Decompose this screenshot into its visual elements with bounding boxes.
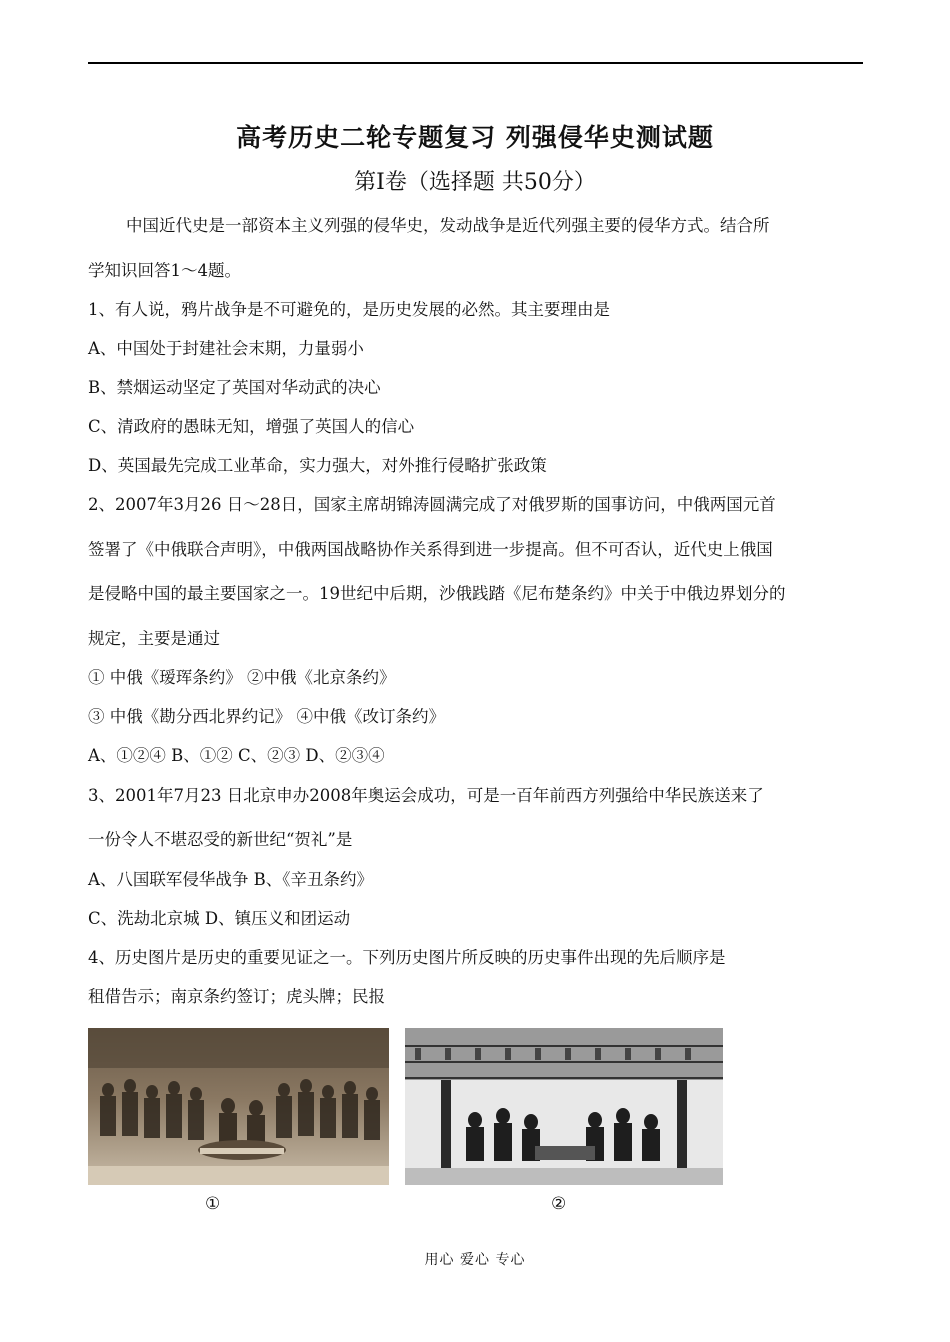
q2-options: A、①②④ B、①② C、②③ D、②③④ [88, 746, 385, 765]
q2-stem-line-4: 规定，主要是通过 [88, 629, 220, 648]
q3-stem-line-1: 3、2001年7月23 日北京申办2008年奥运会成功，可是一百年前西方列强给中华民族送来了 [88, 786, 764, 805]
q1-option-c: C、清政府的愚昧无知，增强了英国人的信心 [88, 417, 415, 436]
intro-line-2: 学知识回答1～4题。 [88, 261, 241, 280]
photo-1-caption: ① [205, 1194, 221, 1214]
intro-line-1: 中国近代史是一部资本主义列强的侵华史，发动战争是近代列强主要的侵华方式。结合所 [126, 216, 770, 235]
q3-stem-line-2: 一份令人不堪忍受的新世纪“贺礼”是 [88, 830, 353, 849]
page-footer: 用心 爱心 专心 [424, 1252, 526, 1268]
q3-options-line-2: C、洗劫北京城 D、镇压义和团运动 [88, 909, 351, 928]
historical-photo-1 [88, 1028, 389, 1185]
q1-option-d: D、英国最先完成工业革命，实力强大，对外推行侵略扩张政策 [88, 456, 547, 475]
q1-option-a: A、中国处于封建社会末期，力量弱小 [88, 339, 364, 358]
photo-2-caption: ② [551, 1194, 567, 1214]
q2-item-line-1: ① 中俄《瑷珲条约》 ②中俄《北京条约》 [88, 668, 396, 687]
q4-note: 租借告示；南京条约签订；虎头牌；民报 [88, 987, 385, 1006]
q3-options-line-1: A、八国联军侵华战争 B、《辛丑条约》 [88, 870, 374, 889]
q1-stem: 1、有人说，鸦片战争是不可避免的，是历史发展的必然。其主要理由是 [88, 300, 610, 319]
q2-stem-line-2: 签署了《中俄联合声明》，中俄两国战略协作关系得到进一步提高。但不可否认，近代史上俄国 [88, 540, 773, 559]
page-title: 高考历史二轮专题复习 列强侵华史测试题 [236, 123, 714, 152]
header-rule [88, 62, 863, 64]
q4-stem: 4、历史图片是历史的重要见证之一。下列历史图片所反映的历史事件出现的先后顺序是 [88, 948, 726, 967]
q1-option-b: B、禁烟运动坚定了英国对华动武的决心 [88, 378, 381, 397]
section-subtitle: 第Ⅰ卷（选择题 共50分） [354, 170, 596, 195]
q2-stem-line-1: 2、2007年3月26 日～28日，国家主席胡锦涛圆满完成了对俄罗斯的国事访问，中俄两国元首 [88, 495, 776, 514]
historical-photo-2 [405, 1028, 723, 1185]
q2-item-line-2: ③ 中俄《勘分西北界约记》 ④中俄《改订条约》 [88, 707, 445, 726]
q2-stem-line-3: 是侵略中国的最主要国家之一。19世纪中后期，沙俄践踏《尼布楚条约》中关于中俄边界划分的 [88, 584, 786, 603]
